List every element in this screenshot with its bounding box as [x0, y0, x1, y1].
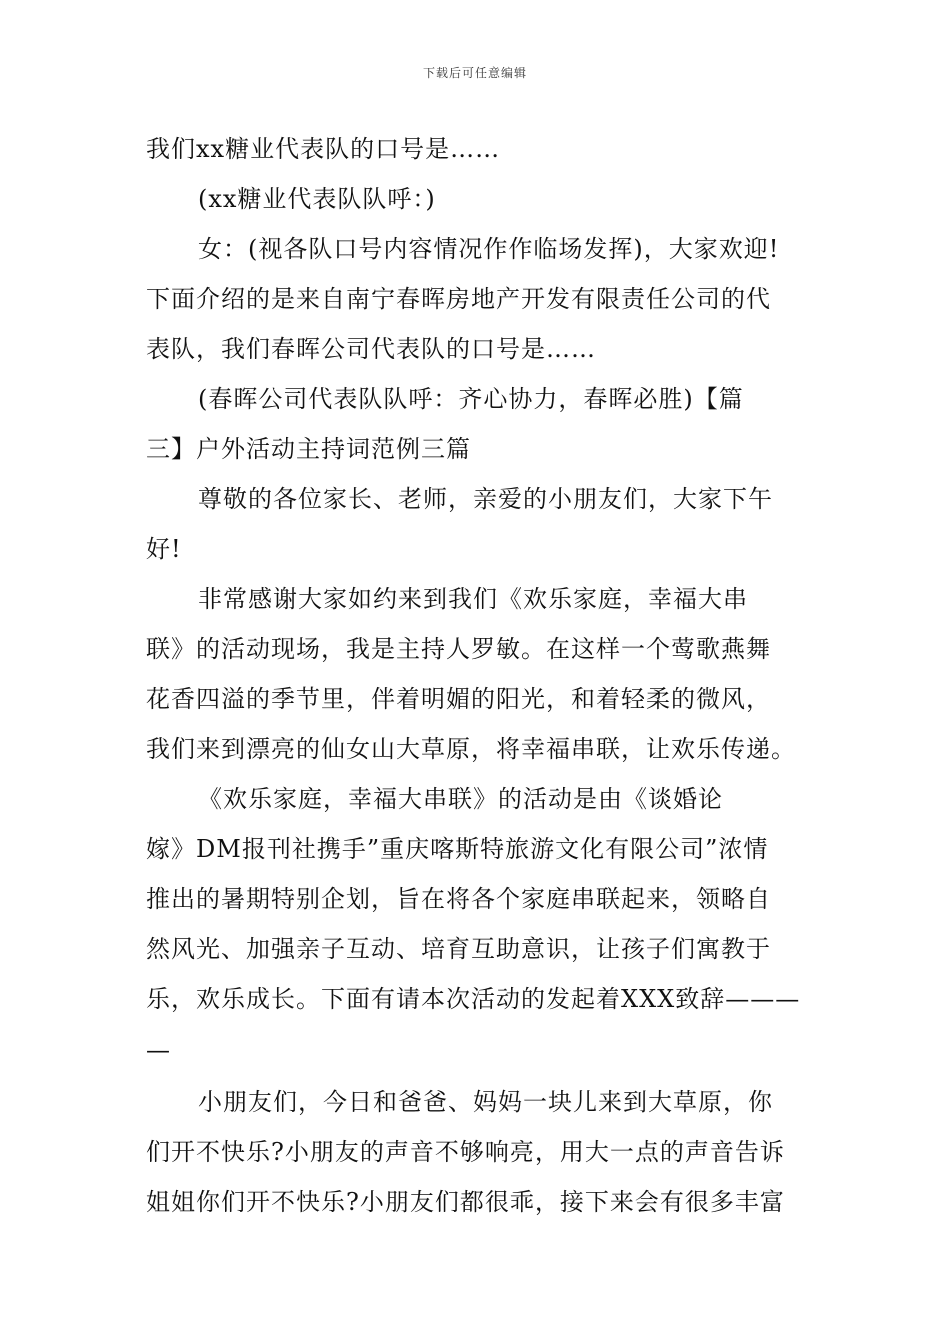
text-line: — — [146, 1036, 171, 1064]
text-line: 尊敬的各位家长、老师，亲爱的小朋友们，大家下午 — [198, 485, 773, 513]
text-line: 《欢乐家庭，幸福大串联》的活动是由《谈婚论 — [198, 785, 723, 813]
text-line: 下面介绍的是来自南宁春晖房地产开发有限责任公司的代 — [146, 285, 771, 313]
text-line: 姐姐你们开不快乐?小朋友们都很乖，接下来会有很多丰富 — [146, 1188, 785, 1216]
text-line: 非常感谢大家如约来到我们《欢乐家庭，幸福大串 — [198, 585, 748, 613]
text-line: 推出的暑期特别企划，旨在将各个家庭串联起来，领略自 — [146, 885, 771, 913]
text-line: (xx糖业代表队队呼：) — [198, 185, 436, 213]
text-line: 花香四溢的季节里，伴着明媚的阳光，和着轻柔的微风， — [146, 685, 771, 713]
text-line: 表队，我们春晖公司代表队的口号是…… — [146, 335, 596, 363]
text-line: 嫁》DM报刊社携手”重庆喀斯特旅游文化有限公司”浓情 — [146, 835, 769, 863]
text-line: 们开不快乐?小朋友的声音不够响亮，用大一点的声音告诉 — [146, 1138, 785, 1166]
text-line: 女：(视各队口号内容情况作作临场发挥)，大家欢迎! — [198, 235, 780, 263]
text-line: 我们来到漂亮的仙女山大草原，将幸福串联，让欢乐传递。 — [146, 735, 796, 763]
page-header: 下载后可任意编辑 — [422, 66, 527, 80]
text-line: 我们xx糖业代表队的口号是…… — [146, 135, 501, 163]
text-line: 小朋友们，今日和爸爸、妈妈一块儿来到大草原，你 — [198, 1088, 773, 1116]
text-line: 然风光、加强亲子互动、培育互助意识，让孩子们寓教于 — [146, 935, 771, 963]
text-line: 好! — [146, 535, 182, 563]
text-line: 三】户外活动主持词范例三篇 — [146, 435, 471, 463]
text-line: (春晖公司代表队队呼：齐心协力，春晖必胜)【篇 — [198, 385, 744, 413]
text-line: 乐，欢乐成长。下面有请本次活动的发起着XXX致辞——— — [146, 985, 801, 1013]
document-body — [146, 124, 808, 1227]
text-line: 联》的活动现场，我是主持人罗敏。在这样一个莺歌燕舞 — [146, 635, 771, 663]
